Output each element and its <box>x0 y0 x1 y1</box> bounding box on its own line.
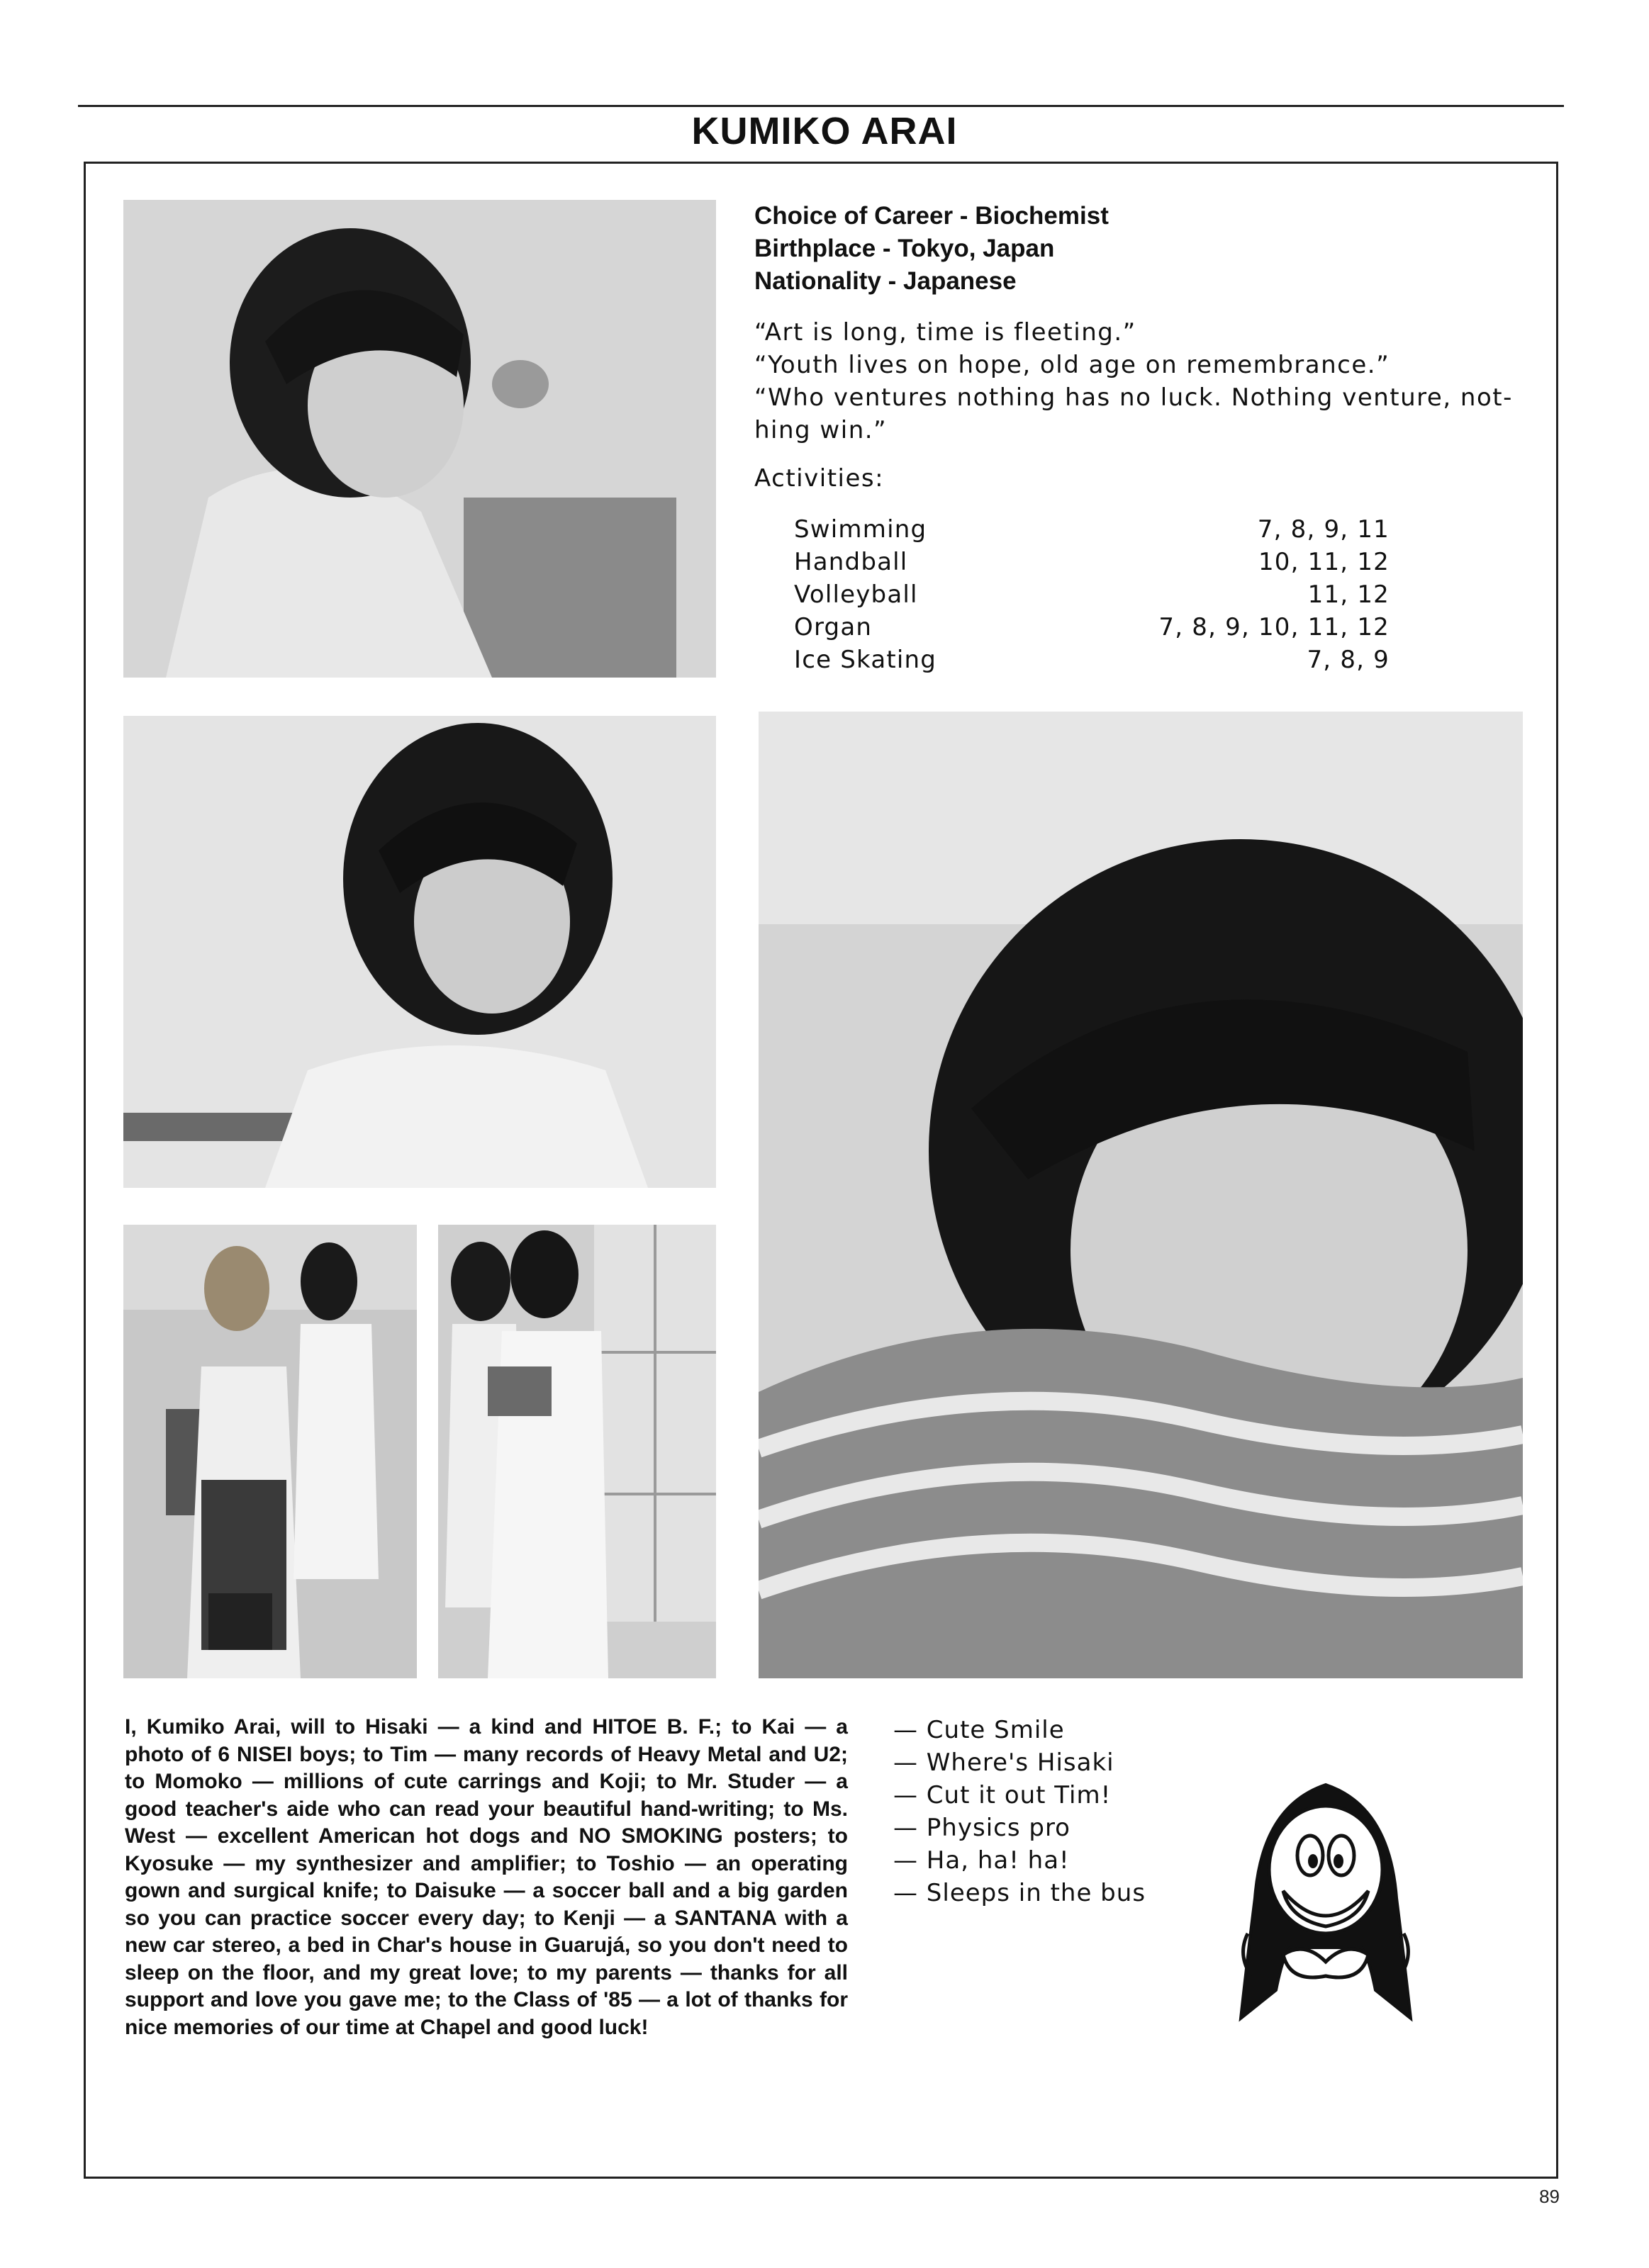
quotes <box>754 316 1534 447</box>
trait-item: — Ha, ha! ha! <box>893 1846 1070 1875</box>
photo-portrait-middle-left <box>123 716 716 1188</box>
activity-years: 11, 12 <box>1307 580 1390 609</box>
activity-name: Handball <box>794 548 908 576</box>
activity-name: Volleyball <box>794 580 918 609</box>
activity-name: Swimming <box>794 515 927 544</box>
photo-portrait-large-right <box>759 712 1523 1678</box>
activity-years: 10, 11, 12 <box>1258 548 1390 576</box>
page-number: 89 <box>1539 2186 1560 2207</box>
quote: “Art is long, time is fleeting.” <box>754 318 1136 347</box>
activity-row <box>794 513 1390 546</box>
activity-row <box>794 611 1390 644</box>
photo-group-lockers-left <box>123 1225 417 1678</box>
activity-name: Organ <box>794 613 873 641</box>
activity-name: Ice Skating <box>794 646 937 674</box>
activity-row <box>794 546 1390 578</box>
quote: “Youth lives on hope, old age on remembrance.” <box>754 351 1390 379</box>
penguin-cartoon-icon <box>1234 1778 1418 2026</box>
quote: “Who ventures nothing has no luck. Nothing venture, not-hing win.” <box>754 383 1513 444</box>
activity-row <box>794 578 1390 611</box>
nationality: Nationality - Japanese <box>754 267 1017 295</box>
birthplace: Birthplace - Tokyo, Japan <box>754 235 1055 262</box>
activity-years: 7, 8, 9 <box>1307 646 1390 674</box>
choice-of-career: Choice of Career - Biochemist <box>754 202 1109 230</box>
trait-item: — Cut it out Tim! <box>893 1781 1112 1809</box>
activity-years: 7, 8, 9, 10, 11, 12 <box>1158 613 1390 641</box>
trait-item: — Physics pro <box>893 1814 1071 1842</box>
activity-years: 7, 8, 9, 11 <box>1257 515 1390 544</box>
trait-item: — Where's Hisaki <box>893 1748 1114 1777</box>
photo-group-lockers-right <box>438 1225 716 1678</box>
info-block <box>754 200 1534 676</box>
top-rule <box>78 105 1564 107</box>
trait-item: — Cute Smile <box>893 1716 1065 1744</box>
traits-list <box>893 1714 1262 1909</box>
activities-table <box>794 513 1390 676</box>
photo-portrait-top-left <box>123 200 716 678</box>
activities-title: Activities: <box>754 464 885 493</box>
last-will-paragraph: I, Kumiko Arai, will to Hisaki — a kind and HITOE B. F.; to Kai — a photo of 6 NISEI boys; to Tim — many records of Heavy Metal and U2; to Momoko — millions of cute carrings and Koji; to Mr. Studer — a good teacher's aide who can read your beautiful hand-writing; to Ms. West — excellent American hot dogs and NO SMOKING posters; to Kyosuke — my synthesizer and amplifier; to Toshio — an operating gown and surgical knife; to Daisuke — a soccer ball and a big garden so you can practice soccer every day; to Kenji — a SANTANA with a new car stereo, a bed in Char's house in Guarujá, so you don't need to sleep on the floor, and my great love; to my parents — thanks for all support and love you gave me; to the Class of '85 — a lot of thanks for nice memories of our time at Chapel and good luck! <box>125 1715 848 2039</box>
activity-row <box>794 644 1390 676</box>
trait-item: — Sleeps in the bus <box>893 1879 1146 1907</box>
page-title: KUMIKO ARAI <box>691 110 958 152</box>
